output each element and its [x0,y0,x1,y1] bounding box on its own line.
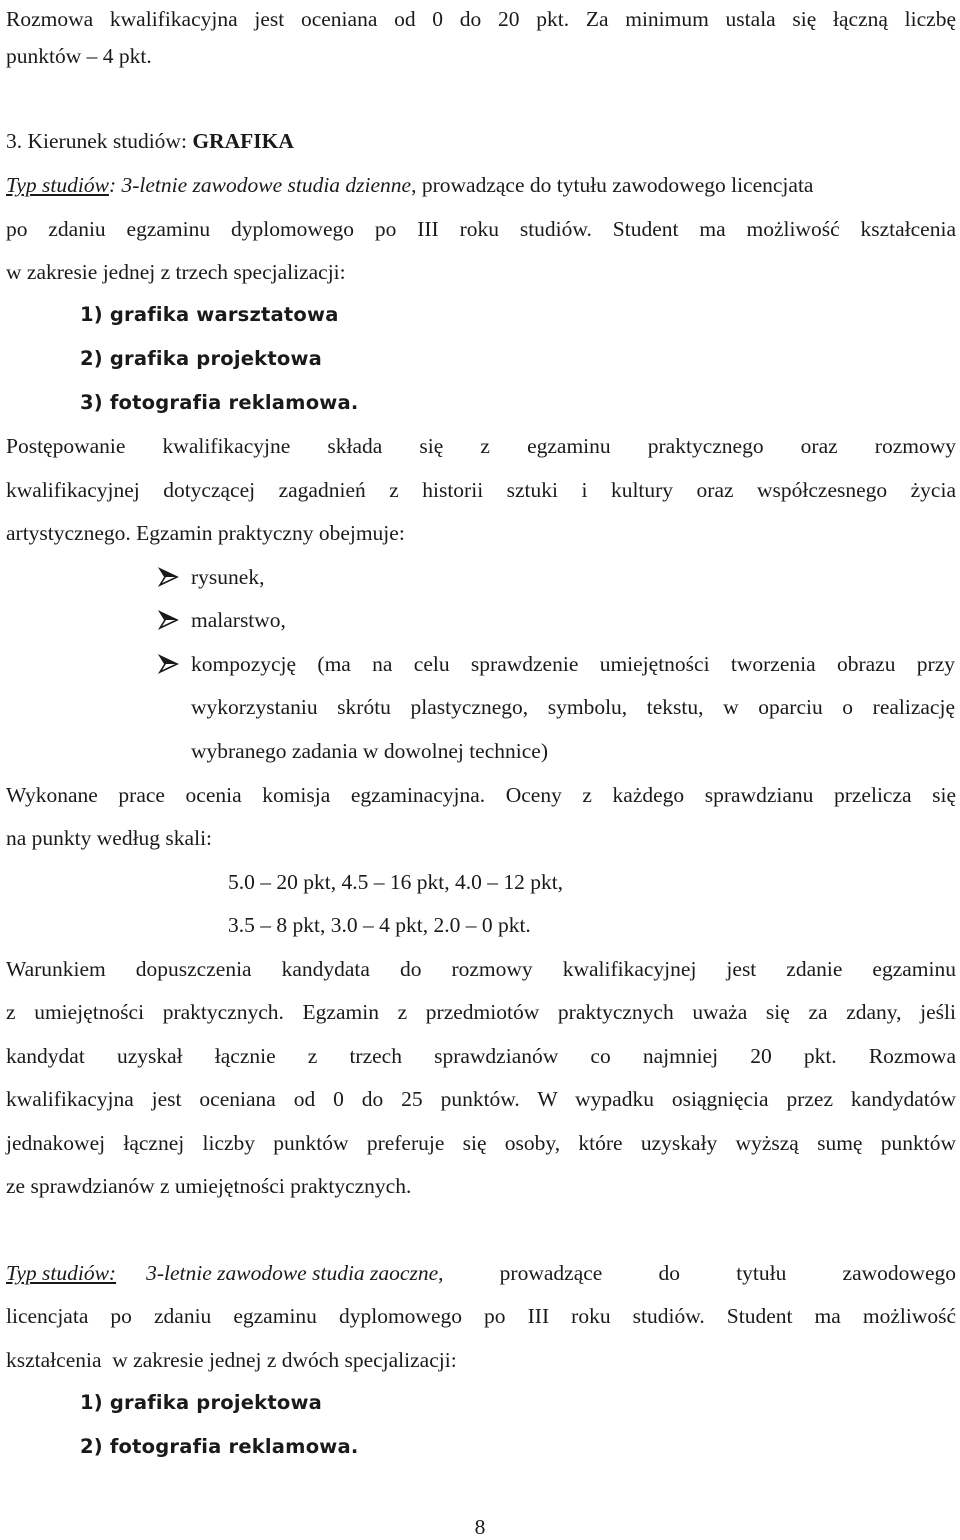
condition-line: jednakowej łącznej liczby punktów preferuje się osoby, które uzyskały wyższą sumę punktów [6,1131,956,1155]
study-type-2-value: 3-letnie zawodowe studia zaoczne [146,1261,439,1285]
grading-line-2: na punkty według skali: [6,826,213,850]
study-type-rest: , prowadzące do tytułu zawodowego licencjata [411,173,814,197]
exam-item: kompozycję (ma na celu sprawdzenie umiejętności tworzenia obrazu przy [191,652,955,676]
intro-line-1: Rozmowa kwalifikacyjna jest oceniana od 0 do 20 pkt. Za minimum ustala się łączną liczbę [6,7,956,31]
specialization-item: 1) grafika warsztatowa [80,303,339,326]
procedure-line-2: kwalifikacyjnej dotyczącej zagadnień z historii sztuki i kultury oraz współczesnego życia [6,478,956,502]
arrow-bullet-icon [158,651,180,677]
intro-line-2: punktów – 4 pkt. [6,44,152,68]
arrow-bullet-icon [158,607,180,633]
specialization-item: 2) grafika projektowa [80,347,323,370]
study-type-2-line [6,1260,956,1286]
grading-line-1: Wykonane prace ocenia komisja egzaminacyjna. Oceny z każdego sprawdzianu przelicza się [6,783,956,807]
study-type-colon: : [108,173,117,197]
scale-line-1: 5.0 – 20 pkt, 4.5 – 16 pkt, 4.0 – 12 pkt, [228,870,564,894]
condition-line: Warunkiem dopuszczenia kandydata do rozmowy kwalifikacyjnej jest zdanie egzaminu [6,957,956,981]
page-number: 8 [474,1515,486,1539]
condition-line-last: ze sprawdzianów z umiejętności praktycznych. [6,1174,412,1198]
study-type-2-rest: , prowadzące do tytułu zawodowego [438,1261,956,1285]
scale-line-2: 3.5 – 8 pkt, 3.0 – 4 pkt, 2.0 – 0 pkt. [228,913,531,937]
specialization-item: 1) grafika projektowa [80,1391,323,1414]
study-type-2-line-2: licencjata po zdaniu egzaminu dyplomowego po III roku studiów. Student ma możliwość [6,1304,956,1328]
study-type-2-label: Typ studiów: [6,1261,117,1285]
condition-line: z umiejętności praktycznych. Egzamin z przedmiotów praktycznych uważa się za zdany, jeśli [6,1000,956,1024]
study-type-2-rest-wrap [116,1260,956,1286]
heading-field-name: GRAFIKA [192,129,294,153]
study-type-2-line-3: kształcenia w zakresie jednej z dwóch specjalizacji: [6,1348,457,1372]
condition-line: kwalifikacyjna jest oceniana od 0 do 25 punktów. W wypadku osiągnięcia przez kandydatów [6,1087,956,1111]
procedure-line-3: artystycznego. Egzamin praktyczny obejmuje: [6,521,405,545]
exam-item: malarstwo, [191,608,286,632]
procedure-line-1: Postępowanie kwalifikacyjne składa się z egzaminu praktycznego oraz rozmowy [6,434,956,458]
study-type-value: 3-letnie zawodowe studia dzienne [116,173,412,197]
exam-item-continuation: wybranego zadania w dowolnej technice) [191,739,548,763]
arrow-bullet-icon [158,564,180,590]
study-line-2: po zdaniu egzaminu dyplomowego po III roku studiów. Student ma możliwość kształcenia [6,217,956,241]
section-heading [6,128,956,154]
study-line-3: w zakresie jednej z trzech specjalizacji: [6,260,346,284]
heading-prefix: 3. Kierunek studiów: [6,129,193,153]
condition-line: kandydat uzyskał łącznie z trzech sprawdzianów co najmniej 20 pkt. Rozmowa [6,1044,956,1068]
study-type-label: Typ studiów [6,173,109,197]
specialization-item: 3) fotografia reklamowa. [80,391,359,414]
study-type-line [6,172,956,198]
exam-item: rysunek, [191,565,265,589]
exam-item-continuation: wykorzystaniu skrótu plastycznego, symbolu, tekstu, w oparciu o realizację [191,695,955,719]
specialization-item: 2) fotografia reklamowa. [80,1435,359,1458]
